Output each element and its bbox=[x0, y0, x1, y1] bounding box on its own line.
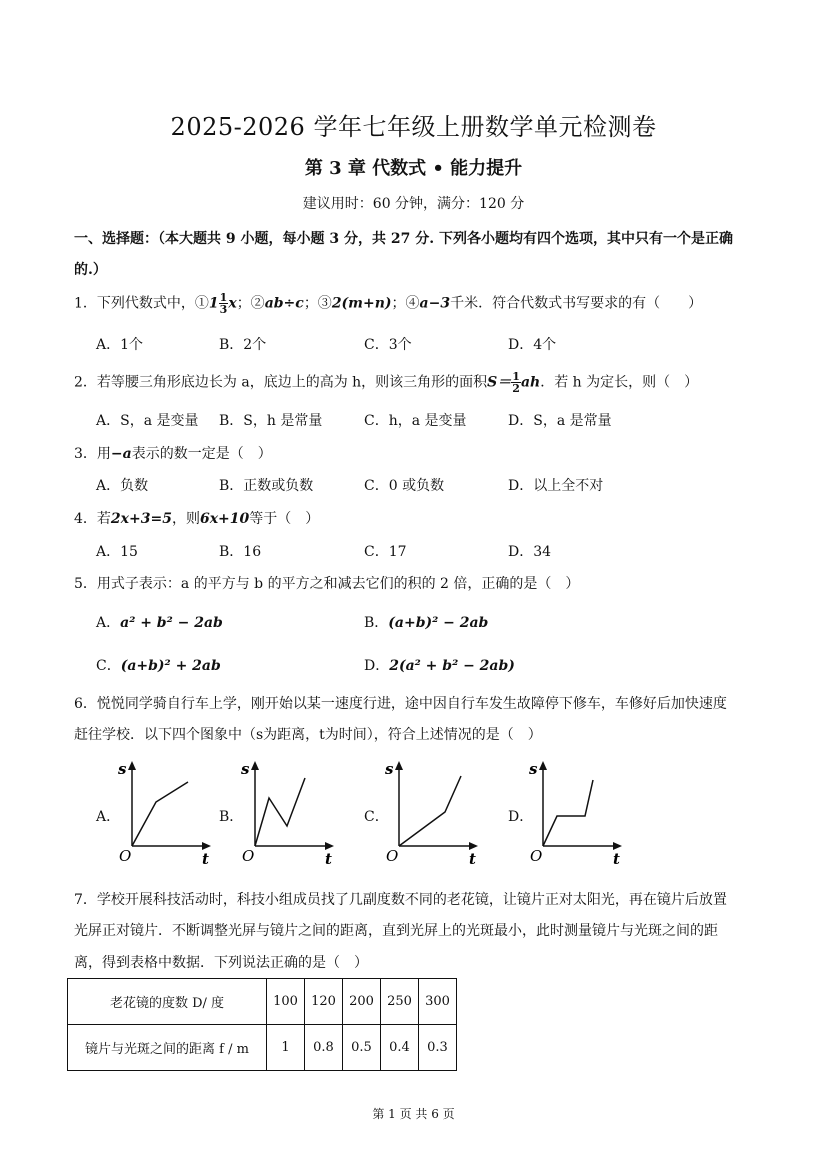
q5-option-d[interactable]: D．2(a² + b² − 2ab) bbox=[364, 658, 515, 674]
section-heading-line2: 的.） bbox=[74, 262, 107, 278]
q4-option-d[interactable]: D．34 bbox=[508, 544, 552, 560]
origin-label: O bbox=[530, 847, 543, 865]
q6-option-b-label[interactable]: B． bbox=[219, 809, 244, 825]
axis-label-t: t bbox=[469, 850, 476, 868]
section-heading-line1: 一、选择题：（本大题共 9 小题，每小题 3 分，共 27 分. 下列各小题均有四个选项，其中只有一个是正确 bbox=[74, 231, 733, 247]
q5-option-c[interactable]: C．(a+b)² + 2ab bbox=[96, 658, 221, 674]
q2-option-d[interactable]: D．S，a 是常量 bbox=[508, 413, 612, 429]
table-cell: 0.5 bbox=[343, 1025, 381, 1071]
table-cell: 0.4 bbox=[381, 1025, 419, 1071]
q3-option-a[interactable]: A．负数 bbox=[96, 478, 149, 494]
q6-graph-a[interactable] bbox=[116, 758, 226, 868]
q6-graph-c[interactable] bbox=[383, 758, 493, 868]
question-7-line1: 7．学校开展科技活动时，科技小组成员找了几副度数不同的老花镜，让镜片正对太阳光，再在镜片后放置 bbox=[74, 892, 727, 908]
q6-option-d-label[interactable]: D． bbox=[508, 809, 534, 825]
q2-option-a[interactable]: A．S，a 是变量 bbox=[96, 413, 199, 429]
page-title: 2025-2026 学年七年级上册数学单元检测卷 bbox=[170, 113, 657, 141]
question-1: 1．下列代数式中，①1 $\frac{1}{3}$ x；②ab÷c；③2(m+n)；④a−3千米．符合代数式书写要求的有（ ） bbox=[74, 291, 703, 316]
question-7-line2: 光屏正对镜片．不断调整光屏与镜片之间的距离，直到光屏上的光斑最小，此时测量镜片与光斑之间的距 bbox=[74, 923, 718, 939]
question-4: 4．若2x+3=5，则6x+10等于（ ） bbox=[74, 511, 320, 527]
axis-label-s: s bbox=[118, 760, 127, 778]
graph-curve bbox=[255, 778, 305, 846]
axis-label-t: t bbox=[202, 850, 209, 868]
q4-option-b[interactable]: B．16 bbox=[219, 544, 262, 560]
origin-label: O bbox=[119, 847, 132, 865]
graph-curve bbox=[132, 782, 188, 846]
table-cell: 250 bbox=[381, 979, 419, 1025]
page-subtitle: 第 3 章 代数式 • 能力提升 bbox=[304, 158, 523, 179]
axis-label-t: t bbox=[325, 850, 332, 868]
q3-option-b[interactable]: B．正数或负数 bbox=[219, 478, 314, 494]
x-arrow bbox=[613, 842, 622, 850]
graph-curve bbox=[543, 780, 593, 846]
question-2: 2．若等腰三角形底边长为 a，底边上的高为 h，则该三角形的面积S＝ $\frac{1}{2}$ ah．若 h 为定长，则（ ） bbox=[74, 370, 699, 395]
q6-graph-d[interactable] bbox=[527, 758, 637, 868]
exam-info: 建议用时：60 分钟，满分：120 分 bbox=[302, 196, 525, 212]
table-header-cell: 镜片与光斑之间的距离 f / m bbox=[68, 1025, 267, 1071]
y-arrow bbox=[539, 761, 547, 770]
q5-option-a[interactable]: A．a² + b² − 2ab bbox=[96, 615, 223, 631]
table-cell: 200 bbox=[343, 979, 381, 1025]
table-cell: 1 bbox=[267, 1025, 305, 1071]
x-arrow bbox=[325, 842, 334, 850]
q1-option-d[interactable]: D．4个 bbox=[508, 337, 557, 353]
q1-option-b[interactable]: B．2个 bbox=[219, 337, 267, 353]
table-header-cell: 老花镜的度数 D/ 度 bbox=[68, 979, 267, 1025]
axis-label-s: s bbox=[385, 760, 394, 778]
q4-option-c[interactable]: C．17 bbox=[364, 544, 407, 560]
data-table bbox=[67, 978, 457, 1071]
table-cell: 0.8 bbox=[305, 1025, 343, 1071]
q6-graph-b[interactable] bbox=[239, 758, 349, 868]
y-arrow bbox=[128, 761, 136, 770]
table-row bbox=[68, 1025, 457, 1071]
table-row bbox=[68, 979, 457, 1025]
origin-label: O bbox=[242, 847, 255, 865]
q6-option-a-label[interactable]: A． bbox=[96, 809, 121, 825]
q3-option-d[interactable]: D．以上全不对 bbox=[508, 478, 604, 494]
table-cell: 0.3 bbox=[419, 1025, 457, 1071]
axis-label-t: t bbox=[613, 850, 620, 868]
q3-option-c[interactable]: C．0 或负数 bbox=[364, 478, 445, 494]
axis-label-s: s bbox=[241, 760, 250, 778]
question-3: 3．用−a表示的数一定是（ ） bbox=[74, 446, 272, 462]
x-arrow bbox=[202, 842, 211, 850]
table-cell: 120 bbox=[305, 979, 343, 1025]
question-5: 5．用式子表示：a 的平方与 b 的平方之和减去它们的积的 2 倍，正确的是（ ） bbox=[74, 576, 580, 592]
q5-option-b[interactable]: B．(a+b)² − 2ab bbox=[364, 615, 489, 631]
axis-label-s: s bbox=[529, 760, 538, 778]
table-cell: 300 bbox=[419, 979, 457, 1025]
q6-option-c-label[interactable]: C． bbox=[364, 809, 389, 825]
y-arrow bbox=[395, 761, 403, 770]
question-7-line3: 离，得到表格中数据．下列说法正确的是（ ） bbox=[74, 955, 368, 971]
q2-option-c[interactable]: C．h，a 是变量 bbox=[364, 413, 467, 429]
q2-option-b[interactable]: B．S，h 是常量 bbox=[219, 413, 323, 429]
graph-curve bbox=[399, 776, 461, 846]
q1-option-a[interactable]: A．1个 bbox=[96, 337, 144, 353]
origin-label: O bbox=[386, 847, 399, 865]
question-6-line1: 6．悦悦同学骑自行车上学，刚开始以某一速度行进，途中因自行车发生故障停下修车，车修好后加快速度 bbox=[74, 696, 727, 712]
x-arrow bbox=[469, 842, 478, 850]
question-6-line2: 赶往学校．以下四个图象中（s为距离，t为时间），符合上述情况的是（ ） bbox=[74, 727, 542, 743]
y-arrow bbox=[251, 761, 259, 770]
table-cell: 100 bbox=[267, 979, 305, 1025]
q1-option-c[interactable]: C．3个 bbox=[364, 337, 412, 353]
page-footer: 第 1 页 共 6 页 bbox=[372, 1107, 455, 1121]
q4-option-a[interactable]: A．15 bbox=[96, 544, 138, 560]
